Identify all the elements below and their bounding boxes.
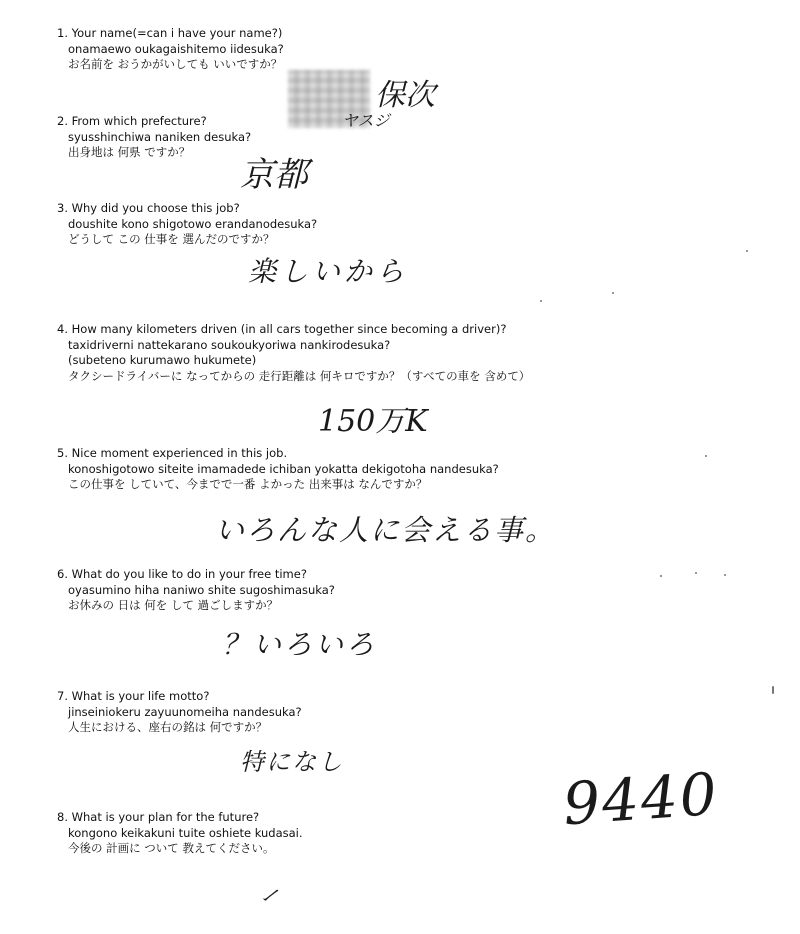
- question-romaji: kongono keikakuni tuite oshiete kudasai.: [68, 825, 303, 840]
- question-romaji: oyasumino hiha naniwo shite sugoshimasuka?: [68, 582, 335, 597]
- question-english: 4. How many kilometers driven (in all cars together since becoming a driver)?: [57, 322, 507, 336]
- scan-speck: [705, 455, 707, 457]
- question-japanese: タクシードライバーに なってからの 走行距離は 何キロですか？（すべての車を 含めて）: [68, 368, 531, 383]
- question-romaji: konoshigotowo siteite imamadede ichiban yokatta dekigotoha nandesuka?: [68, 461, 499, 476]
- question-english: 7. What is your life motto?: [57, 689, 210, 703]
- scan-speck: [772, 686, 774, 694]
- question-japanese: この仕事を していて、今までで一番 よかった 出来事は なんですか？: [68, 477, 428, 491]
- answer-5: いろんな人に会える事。: [215, 513, 557, 547]
- scan-speck: [540, 300, 542, 302]
- answer-2: 京都: [240, 155, 308, 195]
- question-5: [57, 446, 499, 493]
- scan-speck: [612, 292, 614, 294]
- answer-1: 保次: [375, 78, 435, 113]
- question-romaji: taxidriverni nattekarano soukoukyoriwa nankirodesuka?: [68, 337, 391, 352]
- scan-speck: [724, 574, 726, 576]
- answer-8: ー: [253, 880, 287, 914]
- question-japanese: 今後の 計画に ついて 教えてください。: [68, 841, 275, 855]
- answer-4: 150万K: [318, 404, 428, 439]
- question-japanese: 人生における、座右の銘は 何ですか？: [68, 720, 268, 734]
- scan-speck: [695, 572, 697, 574]
- question-4: [57, 322, 530, 384]
- answer-3: 楽しいから: [248, 255, 409, 288]
- question-japanese: お名前を おうかがいしても いいですか？: [68, 57, 283, 71]
- question-japanese: お休みの 日は 何を して 過ごしますか？: [68, 598, 279, 612]
- question-3: [57, 201, 317, 248]
- question-romaji-2: (subeteno kurumawo hukumete): [68, 353, 257, 367]
- question-6: [57, 567, 335, 614]
- question-romaji: onamaewo oukagaishitemo iidesuka?: [68, 41, 284, 56]
- scan-speck: [746, 250, 748, 252]
- question-8: [57, 810, 303, 857]
- question-7: [57, 689, 302, 736]
- question-english: 5. Nice moment experienced in this job.: [57, 446, 288, 460]
- margin-note: 9440: [560, 759, 721, 839]
- question-japanese: どうして この 仕事を 選んだのですか？: [68, 232, 275, 246]
- answer-6: ？いろいろ: [222, 628, 378, 661]
- scan-speck: [660, 575, 662, 577]
- question-romaji: doushite kono shigotowo erandanodesuka?: [68, 216, 318, 231]
- answer-1-reading: ヤスジ: [342, 111, 390, 130]
- question-english: 1. Your name(=can i have your name?): [57, 26, 283, 40]
- question-1: [57, 26, 284, 73]
- question-english: 2. From which prefecture?: [57, 114, 207, 128]
- question-japanese: 出身地は 何県 ですか？: [68, 145, 191, 159]
- answer-7: 特になし: [240, 748, 344, 776]
- question-english: 8. What is your plan for the future?: [57, 810, 260, 824]
- question-romaji: syusshinchiwa naniken desuka?: [68, 129, 252, 144]
- question-romaji: jinseiniokeru zayuunomeiha nandesuka?: [68, 704, 302, 719]
- question-2: [57, 114, 251, 161]
- question-english: 3. Why did you choose this job?: [57, 201, 240, 215]
- question-english: 6. What do you like to do in your free time?: [57, 567, 307, 581]
